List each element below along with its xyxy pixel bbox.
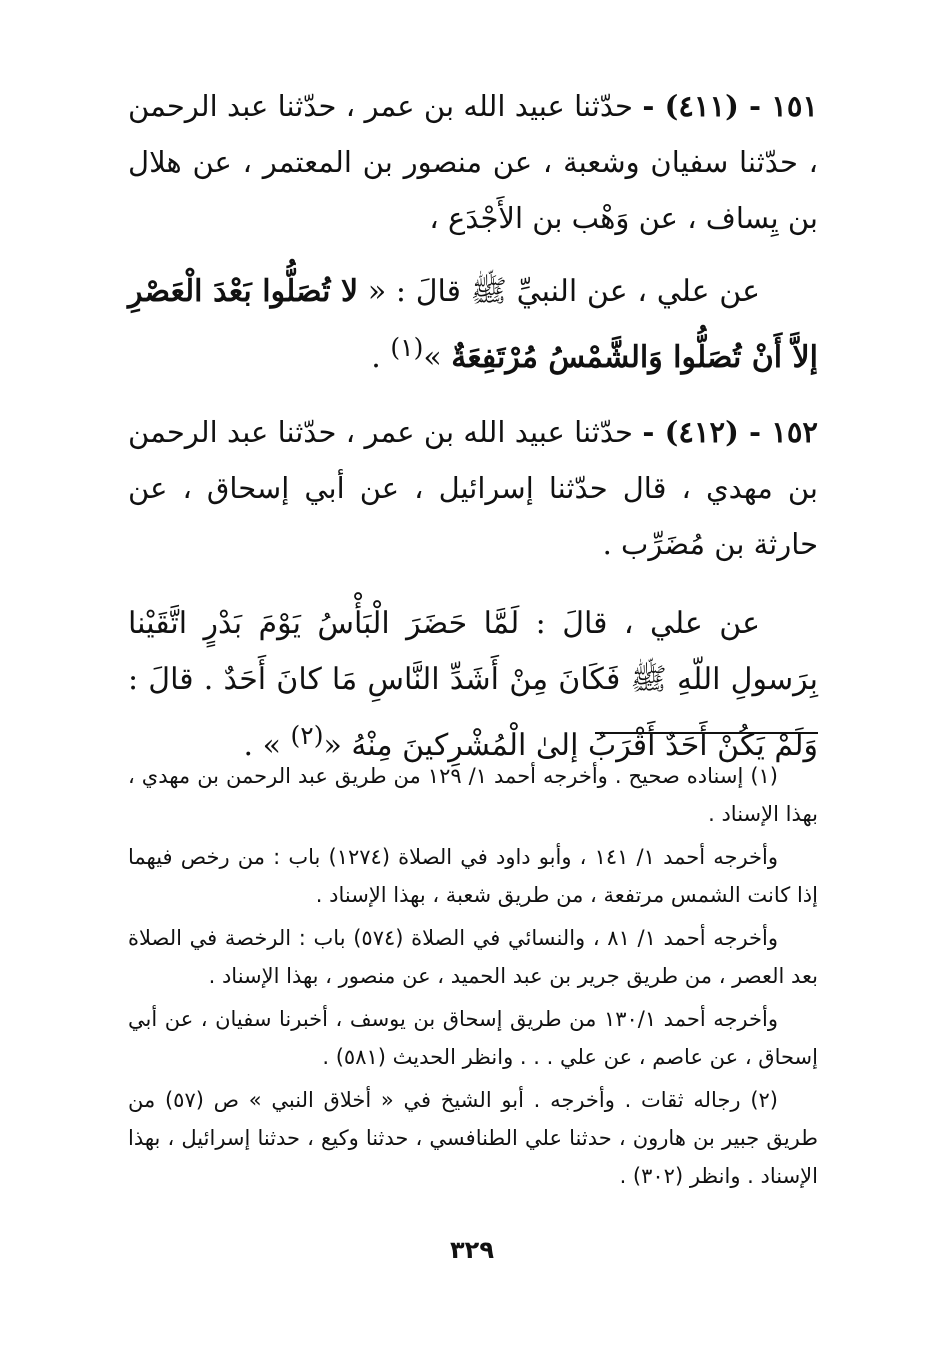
hadith-151-number: ١٥١ - (٤١١) - [642,89,819,123]
hadith-151-matn-intro: عن علي ، عن النبيِّ ﷺ قالَ : « [367,274,760,309]
footnote-1-ref-a: وأخرجه أحمد ١/ ١٤١ ، وأبو داود في الصلاة (١٢٧٤) باب : من رخص فيهما إذا كانت الشمس مرتفعة ، من طريق شعبة ، بهذا الإسناد . [128,845,818,907]
footnote-2: (٢) رجاله ثقات . وأخرجه . أبو الشيخ في « أخلاق النبي » ص (٥٧) من طريق جبير بن هارون ، حدثنا علي الطنافسي ، حدثنا وكيع ، حدثنا إسرائيل ، بهذا الإسناد . وانظر (٣٠٢) . [128,1088,818,1188]
hadith-152-number: ١٥٢ - (٤١٢) - [642,415,819,449]
hadith-152-end: » . [243,728,281,763]
footnote-ref-1: (١) [390,333,424,362]
hadith-151-matn-text: لا تُصَلُّوا بَعْدَ الْعَصْرِ إلاَّ أَنْ تُصَلُّوا وَالشَّمْسُ مُرْتَفِعَةٌ [128,274,818,375]
page-number: ٣٢٩ [450,1236,494,1264]
hadith-152-matn [128,596,818,774]
footnote-1-ref-c: وأخرجه أحمد ١٣٠/١ من طريق إسحاق بن يوسف ، أخبرنا سفيان ، عن أبي إسحاق ، عن عاصم ، عن علي . . . وانظر الحديث (٥٨١) . [128,1007,818,1069]
hadith-151-chain: حدّثنا عبيد الله بن عمر ، حدّثنا عبد الرحمن ، حدّثنا سفيان وشعبة ، عن منصور بن المعتمر ، عن هلال بن يِساف ، عن وَهْب بن الأَجْدَع ، [128,89,819,235]
hadith-152-matn-text: عن علي ، قالَ : لَمَّا حَضَرَ الْبَأْسُ يَوْمَ بَدْرٍ اتَّقَيْنا بِرَسولِ اللّهِ ﷺ فَكَانَ مِنْ أَشَدِّ النَّاسِ مَا كانَ أَحَدٌ . قالَ : وَلَمْ يَكُنْ أَحَدٌ أَقْرَبُ إلىٰ الْمُشْرِكينَ مِنْهُ « [128,606,818,763]
footnote-1: (١) إسناده صحيح . وأخرجه أحمد ١/ ١٢٩ من طريق عبد الرحمن بن مهدي ، بهذا الإسناد . [128,764,818,826]
hadith-151-quote-close: » [423,340,442,375]
hadith-151-end: . [371,340,381,375]
footnote-ref-2: (٢) [290,721,324,750]
footnote-separator [595,732,818,734]
hadith-151-matn [128,264,818,386]
hadith-152-isnad [128,404,818,572]
footnotes [128,757,818,1200]
footnote-1-ref-b: وأخرجه أحمد ١/ ٨١ ، والنسائي في الصلاة (٥٧٤) باب : الرخصة في الصلاة بعد العصر ، من طريق جرير بن عبد الحميد ، عن منصور ، بهذا الإسناد . [128,926,818,988]
hadith-152-chain: حدّثنا عبيد الله بن عمر ، حدّثنا عبد الرحمن بن مهدي ، قال حدّثنا إسرائيل ، عن أبي إسحاق ، عن حارثة بن مُضَرِّب . [128,415,818,561]
hadith-151-isnad [128,78,818,246]
main-text [128,78,818,774]
